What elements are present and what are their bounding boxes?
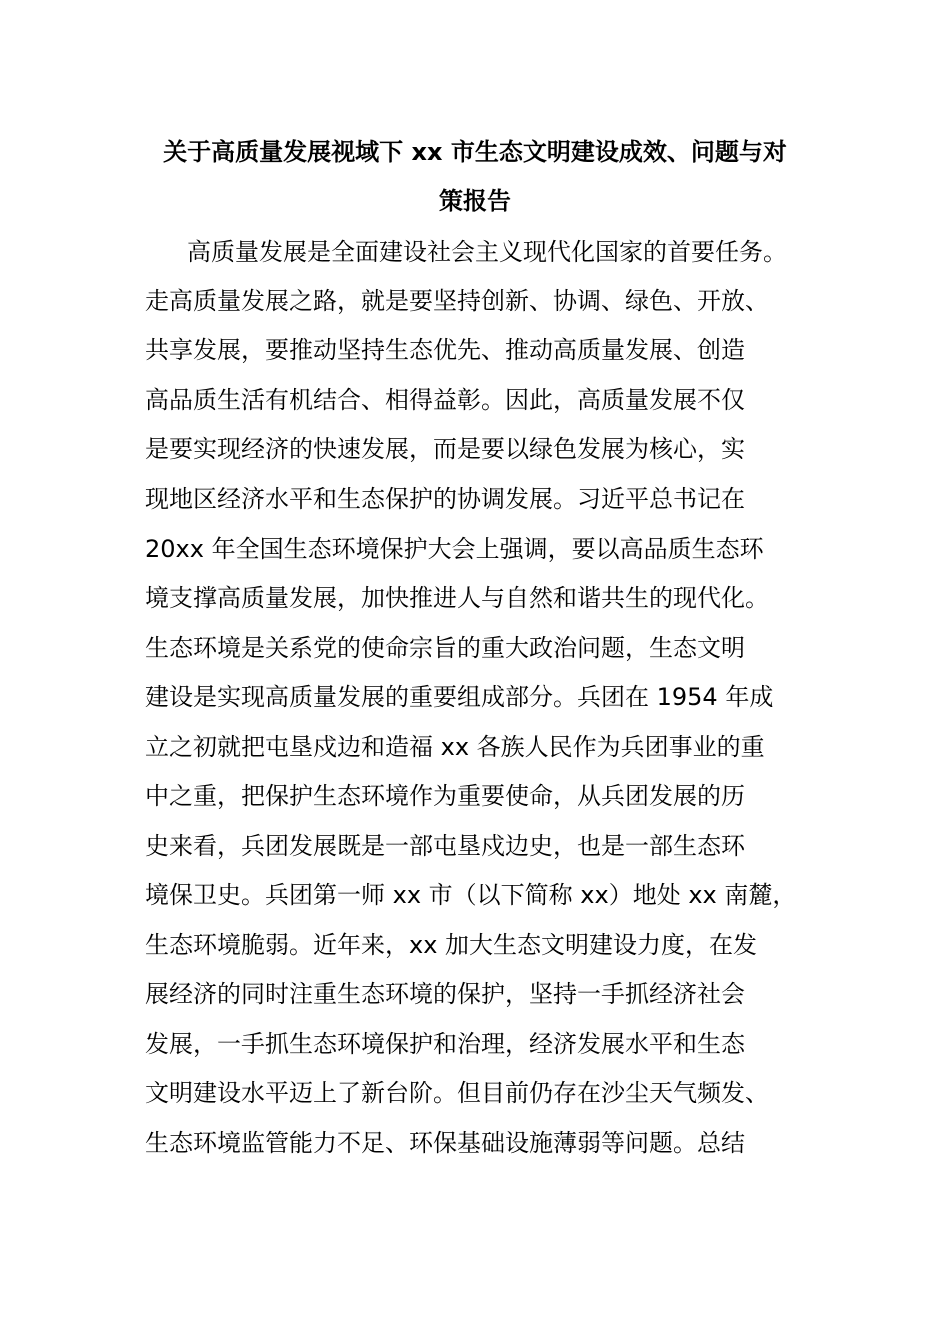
body-line-2: 走高质量发展之路，就是要坚持创新、协调、绿色、开放、 [145, 287, 769, 315]
body-line-16: 展经济的同时注重生态环境的保护，坚持一手抓经济社会 [145, 980, 745, 1008]
body-line-4: 高品质生活有机结合、相得益彰。因此，高质量发展不仅 [145, 386, 745, 414]
body-line-9: 生态环境是关系党的使命宗旨的重大政治问题，生态文明 [145, 634, 745, 662]
body-line-3: 共享发展，要推动坚持生态优先、推动高质量发展、创造 [145, 336, 745, 364]
body-line-11: 立之初就把屯垦戍边和造福 xx 各族人民作为兵团事业的重 [145, 733, 765, 761]
body-line-17: 发展，一手抓生态环境保护和治理，经济发展水平和生态 [145, 1030, 745, 1058]
body-line-8: 境支撑高质量发展，加快推进人与自然和谐共生的现代化。 [145, 584, 769, 612]
body-line-15: 生态环境脆弱。近年来，xx 加大生态文明建设力度，在发 [145, 931, 758, 959]
body-line-14: 境保卫史。兵团第一师 xx 市（以下简称 xx）地处 xx 南麓， [145, 881, 797, 909]
body-line-1: 高质量发展是全面建设社会主义现代化国家的首要任务。 [187, 238, 787, 266]
body-line-6: 现地区经济水平和生态保护的协调发展。习近平总书记在 [145, 485, 745, 513]
body-line-19: 生态环境监管能力不足、环保基础设施薄弱等问题。总结 [145, 1129, 745, 1157]
document-title-line-1: 关于高质量发展视域下 xx 市生态文明建设成效、问题与对 [163, 138, 787, 166]
body-line-7: 20xx 年全国生态环境保护大会上强调，要以高品质生态环 [145, 535, 764, 563]
body-line-10: 建设是实现高质量发展的重要组成部分。兵团在 1954 年成 [145, 683, 774, 711]
document-title-line-2: 策报告 [439, 187, 511, 215]
body-line-12: 中之重，把保护生态环境作为重要使命，从兵团发展的历 [145, 782, 745, 810]
body-line-18: 文明建设水平迈上了新台阶。但目前仍存在沙尘天气频发、 [145, 1079, 769, 1107]
body-line-5: 是要实现经济的快速发展，而是要以绿色发展为核心，实 [145, 435, 745, 463]
body-line-13: 史来看，兵团发展既是一部屯垦戍边史，也是一部生态环 [145, 832, 745, 860]
